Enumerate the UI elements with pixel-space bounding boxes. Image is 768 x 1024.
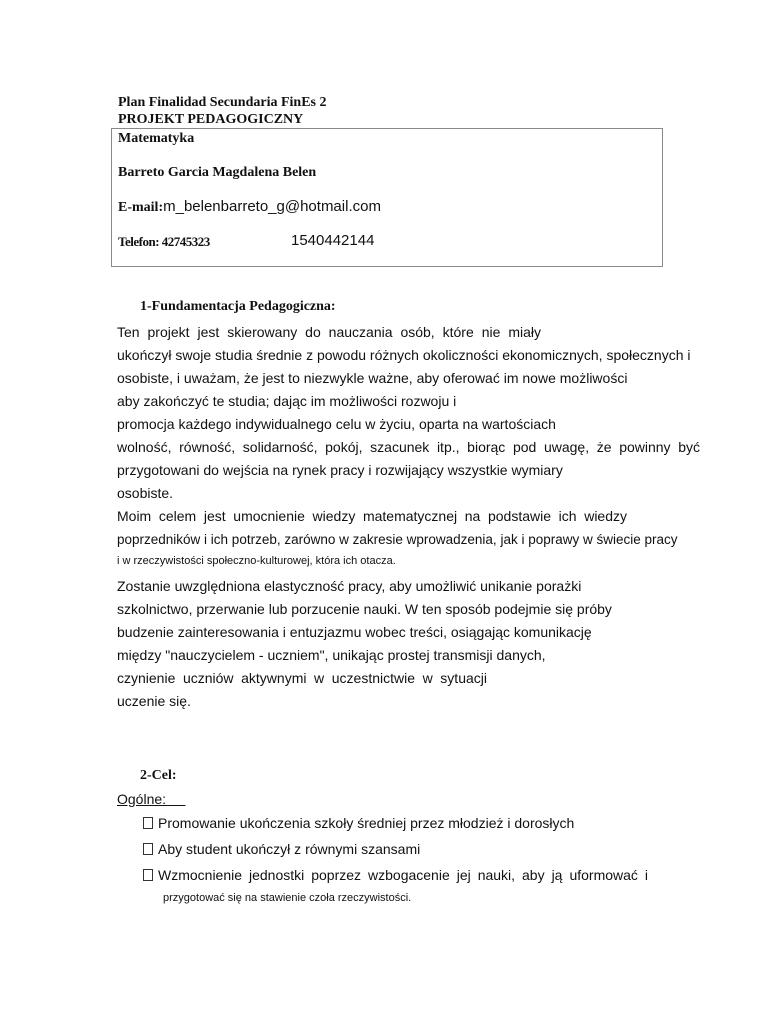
bullet-item: Wzmocnienie jednostki poprzez wzbogacenie jej nauki, aby ją uformować i xyxy=(143,867,648,883)
paragraph-line: osobiste. xyxy=(117,485,174,501)
paragraph-line: uczenie się. xyxy=(117,693,191,709)
section-heading-goal: 2-Cel: xyxy=(140,768,177,783)
paragraph-line: poprzedników i ich potrzeb, zarówno w zakresie wprowadzenia, jak i poprawy w świecie pracy xyxy=(117,532,678,547)
email-line xyxy=(118,198,381,216)
phone-mobile: 1540442144 xyxy=(291,232,375,249)
bullet-item: Aby student ukończył z równymi szansami xyxy=(143,841,420,857)
document-subtitle: PROJEKT PEDAGOGICZNY xyxy=(118,112,304,127)
paragraph-line: między "nauczycielem - uczniem", unikając prostej transmisji danych, xyxy=(117,647,546,663)
email-label: E-mail: xyxy=(118,200,164,215)
checkbox-icon xyxy=(143,843,153,855)
subheading-general: Ogólne: xyxy=(117,791,167,807)
bullet-continuation: przygotować się na stawienie czoła rzeczywistości. xyxy=(163,892,412,904)
paragraph-line: Ten projekt jest skierowany do nauczania osób, które nie miały xyxy=(117,324,541,340)
paragraph-line: ukończył swoje studia średnie z powodu różnych okoliczności ekonomicznych, społecznych i xyxy=(117,347,691,363)
paragraph-line: promocja każdego indywidualnego celu w życiu, oparta na wartościach xyxy=(117,416,556,432)
paragraph-line: Moim celem jest umocnienie wiedzy matematycznej na podstawie ich wiedzy xyxy=(117,508,627,524)
author-name: Barreto Garcia Magdalena Belen xyxy=(118,165,317,180)
paragraph-line: szkolnictwo, przerwanie lub porzucenie nauki. W ten sposób podejmie się próby xyxy=(117,601,612,617)
paragraph-line: osobiste, i uważam, że jest to niezwykle ważne, aby oferować im nowe możliwości xyxy=(117,370,628,386)
checkbox-icon xyxy=(143,869,153,881)
bullet-item: Promowanie ukończenia szkoły średniej przez młodzież i dorosłych xyxy=(143,815,574,831)
subject-label: Matematyka xyxy=(118,131,195,146)
paragraph-line: czynienie uczniów aktywnymi w uczestnictwie w sytuacji xyxy=(117,670,487,686)
paragraph-line: budzenie zainteresowania i entuzjazmu wobec treści, osiągając komunikację xyxy=(117,624,592,640)
checkbox-icon xyxy=(143,817,153,829)
paragraph-line: Zostanie uwzględniona elastyczność pracy, aby umożliwić unikanie porażki xyxy=(117,578,582,594)
paragraph-line: wolność, równość, solidarność, pokój, szacunek itp., biorąc pod uwagę, że powinny być xyxy=(117,439,700,455)
section-heading-fundamentals: 1-Fundamentacja Pedagogiczna: xyxy=(140,299,336,314)
document-title: Plan Finalidad Secundaria FinEs 2 xyxy=(118,95,327,110)
paragraph-line: aby zakończyć te studia; dając im możliwości rozwoju i xyxy=(117,393,457,409)
phone-label: Telefon: 42745323 xyxy=(118,234,210,249)
paragraph-small-line: i w rzeczywistości społeczno-kulturowej, która ich otacza. xyxy=(117,555,396,567)
paragraph-line: przygotowani do wejścia na rynek pracy i rozwijający wszystkie wymiary xyxy=(117,462,563,478)
email-value: m_belenbarreto_g@hotmail.com xyxy=(163,198,381,215)
